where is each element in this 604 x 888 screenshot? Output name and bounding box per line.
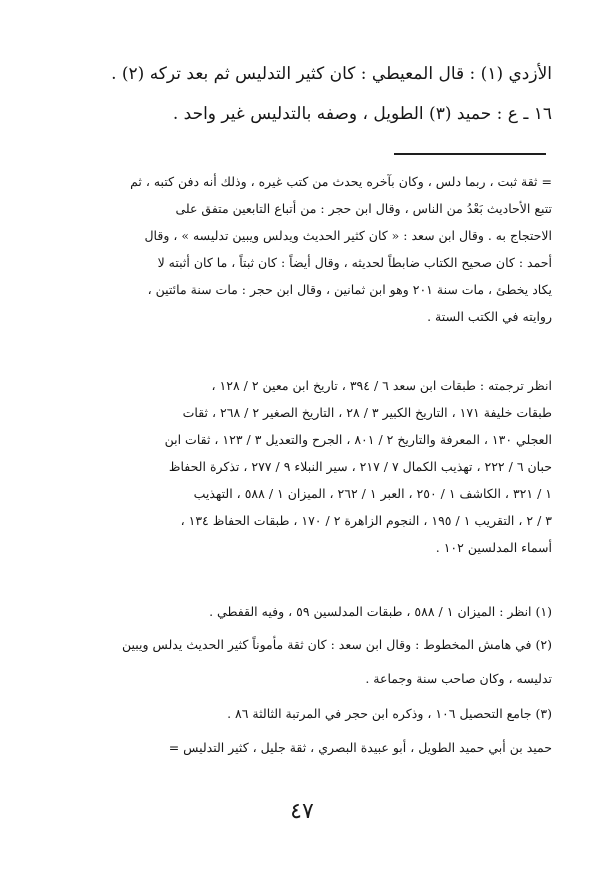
references-line: أسماء المدلسين ١٠٢ . xyxy=(435,540,552,555)
continued-footnote-line: روايته في الكتب الستة . xyxy=(427,309,552,324)
continued-footnote-line: = ثقة ثبت ، ربما دلس ، وكان بآخره يحدث من كتب غيره ، وذلك أنه دفن كتبه ، ثم xyxy=(130,174,552,189)
references-block xyxy=(40,372,552,561)
continued-footnote-line: تتبع الأحاديث بَعْدُ من الناس ، وقال ابن حجر : من أتباع التابعين متفق على xyxy=(175,201,552,216)
references-line: انظر ترجمته : طبقات ابن سعد ٦ / ٣٩٤ ، تاريخ ابن معين ٢ / ١٢٨ ، xyxy=(211,378,552,393)
references-line: ١ / ٣٢١ ، الكاشف ١ / ٢٥٠ ، العبر ١ / ٢٦٢ ، الميزان ١ / ٥٨٨ ، التهذيب xyxy=(193,486,552,501)
continued-footnote-line: أحمد : كان صحيح الكتاب ضابطاً لحديثه ، وقال أيضاً : كان ثبتاً ، ما كان أثبته لا xyxy=(157,255,552,270)
footnote-continues-next-page: حميد بن أبي حميد الطويل ، أبو عبيدة البصري ، ثقة جليل ، كثير التدليس = xyxy=(168,740,552,755)
references-line: طبقات خليفة ١٧١ ، التاريخ الكبير ٣ / ٢٨ ، التاريخ الصغير ٢ / ٢٦٨ ، ثقات xyxy=(182,405,552,420)
references-line: حبان ٦ / ٢٢٢ ، تهذيب الكمال ٧ / ٢١٧ ، سير النبلاء ٩ / ٢٧٧ ، تذكرة الحفاظ xyxy=(168,459,552,474)
footnote-3: (٣) جامع التحصيل ١٠٦ ، وذكره ابن حجر في المرتبة الثالثة ٨٦ . xyxy=(227,706,552,721)
continued-footnote-block xyxy=(40,168,552,330)
main-text-line-1: الأزدي (١) : قال المعيطي : كان كثير التدليس ثم بعد تركه (٢) . xyxy=(111,64,552,84)
page-number: ٤٧ xyxy=(290,799,314,824)
footnote-1: (١) انظر : الميزان ١ / ٥٨٨ ، طبقات المدلسين ٥٩ ، وفيه القفطي . xyxy=(209,604,552,619)
continued-footnote-line: يكاد يخطئ ، مات سنة ٢٠١ وهو ابن ثمانين ، وقال ابن حجر : مات سنة مائتين ، xyxy=(147,282,552,297)
continued-footnote-line: الاحتجاج به . وقال ابن سعد : « كان كثير الحديث ويدلس ويبين تدليسه » ، وقال xyxy=(144,228,552,243)
footnote-2-line-2: تدليسه ، وكان صاحب سنة وجماعة . xyxy=(365,671,552,686)
footnote-2-line-1: (٢) في هامش المخطوط : وقال ابن سعد : كان ثقة مأموناً كثير الحديث يدلس ويبين xyxy=(121,637,552,652)
references-line: العجلي ١٣٠ ، المعرفة والتاريخ ٢ / ٨٠١ ، الجرح والتعديل ٣ / ١٢٣ ، ثقات ابن xyxy=(164,432,552,447)
footnote-separator-rule xyxy=(394,153,546,155)
references-line: ٣ / ٢ ، التقريب ١ / ١٩٥ ، النجوم الزاهرة ٢ / ١٧٠ ، طبقات الحفاظ ١٣٤ ، xyxy=(180,513,552,528)
main-text-line-2: ١٦ ـ ع : حميد (٣) الطويل ، وصفه بالتدليس غير واحد . xyxy=(172,104,552,124)
